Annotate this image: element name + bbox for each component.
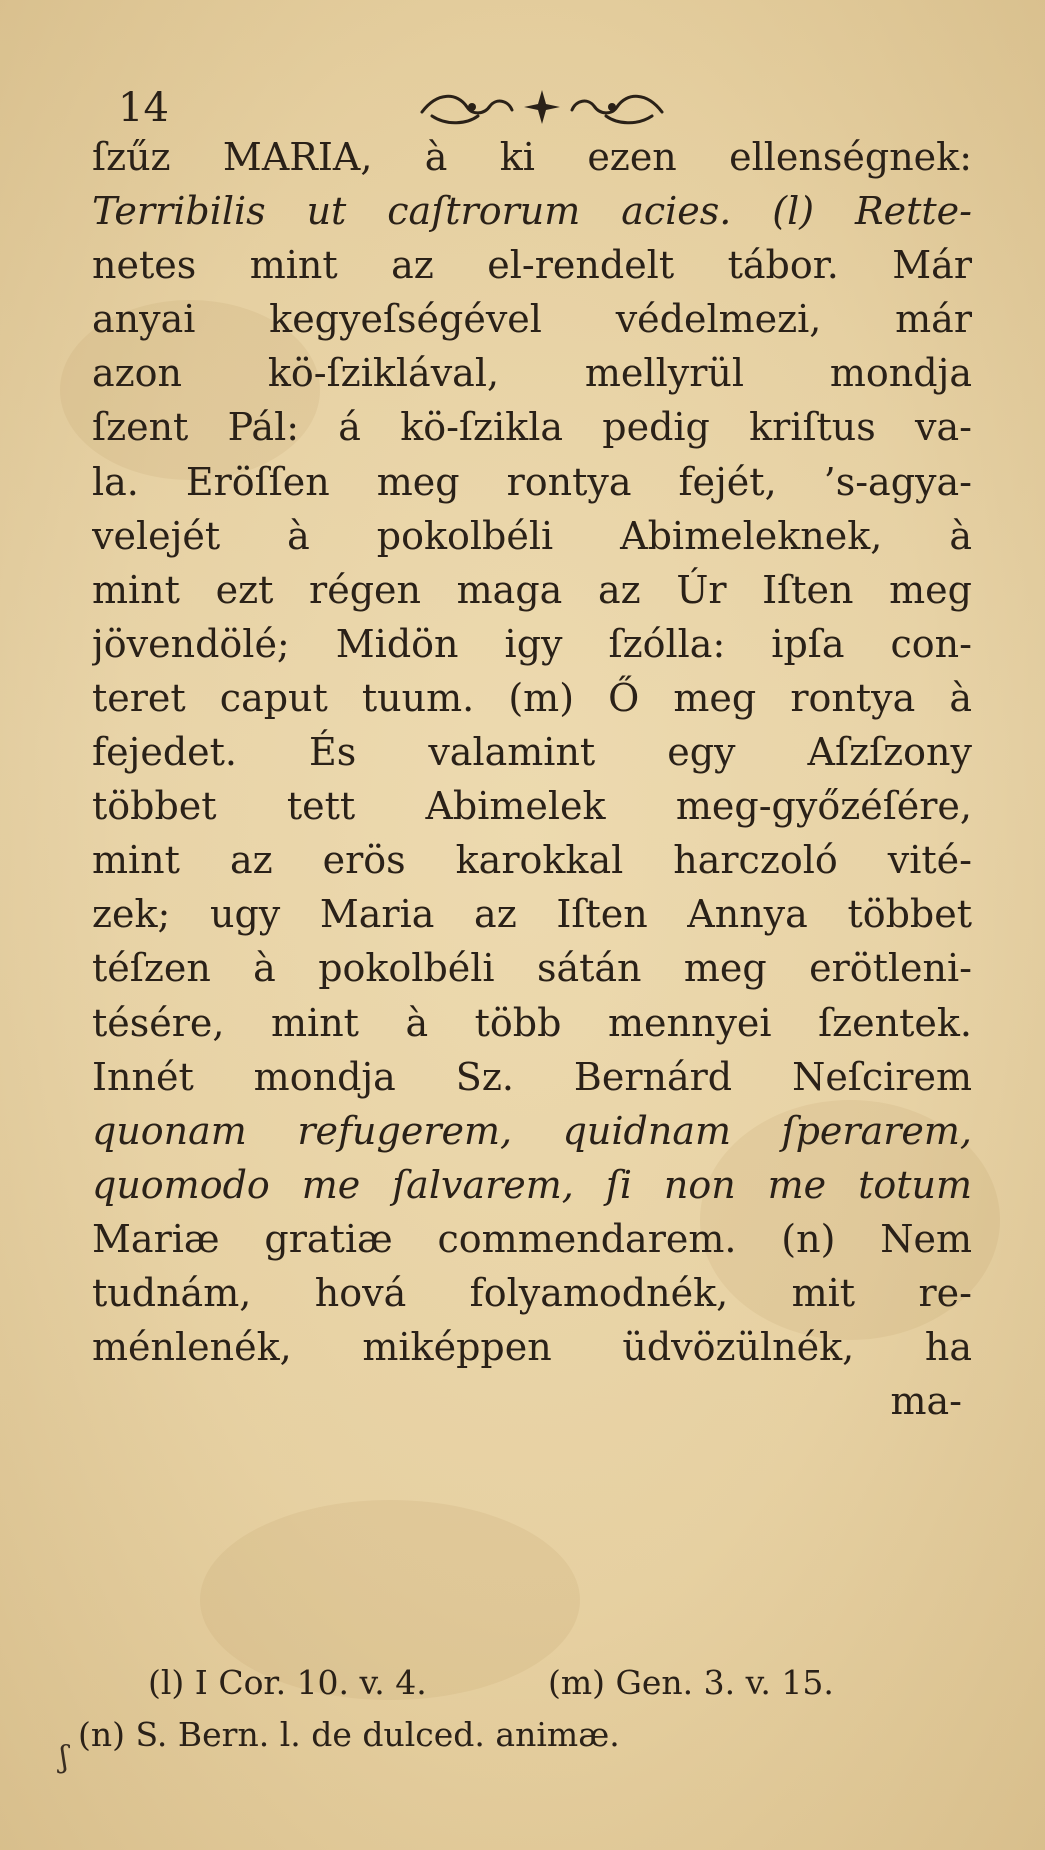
- text-line: quomodo me ſalvarem, ſi non me totum: [92, 1162, 972, 1207]
- text-line: Mariæ gratiæ commendarem. (n) Nem: [92, 1216, 972, 1261]
- text-line: mint az erös karokkal harczoló vité-: [92, 838, 972, 883]
- catchword: ma-: [890, 1379, 962, 1424]
- text-line: quonam refugerem, quidnam ſperarem,: [92, 1108, 972, 1153]
- ink-mark-icon: ʃ: [60, 1740, 69, 1775]
- text-line: teret caput tuum. (m) Ő meg rontya à: [92, 675, 972, 720]
- text-line: ſzent Pál: á kö-ſzikla pedig kriſtus va-: [92, 405, 972, 450]
- text-line: tésére, mint à több mennyei ſzentek.: [92, 1000, 972, 1045]
- text-line: azon kö-ſziklával, mellyrül mondja: [92, 351, 972, 396]
- text-line: zek; ugy Maria az Iſten Annya többet: [92, 892, 972, 937]
- text-line: la. Eröſſen meg rontya fejét, ’s-agya-: [92, 459, 972, 504]
- text-line: velejét à pokolbéli Abimeleknek, à: [92, 513, 972, 558]
- fleuron-ornament-icon: [412, 82, 672, 132]
- text-line: jövendölé; Midön igy ſzólla: ipſa con-: [92, 621, 972, 666]
- text-line: fejedet. És valamint egy Aſzſzony: [92, 730, 972, 775]
- main-text: [92, 130, 972, 1428]
- text-line: tudnám, hová folyamodnék, mit re-: [92, 1270, 972, 1315]
- text-line: Terribilis ut caſtrorum acies. (l) Rette-: [92, 189, 972, 234]
- footnote-l: (l) I Cor. 10. v. 4.: [148, 1663, 427, 1702]
- text-line: téſzen à pokolbéli sátán meg erötleni-: [92, 946, 972, 991]
- text-line: Innét mondja Sz. Bernárd Neſcirem: [92, 1054, 972, 1099]
- text-line: ménlenék, miképpen üdvözülnék, ha: [92, 1325, 972, 1370]
- text-line: mint ezt régen maga az Úr Iſten meg: [92, 567, 972, 612]
- footnote-n: (n) S. Bern. l. de dulced. animæ.: [78, 1715, 620, 1754]
- text-line: ſzűz MARIA, à ki ezen ellenségnek:: [92, 135, 972, 179]
- footnote-m: (m) Gen. 3. v. 15.: [548, 1663, 834, 1702]
- text-line: netes mint az el-rendelt tábor. Már: [92, 243, 972, 288]
- page-number: 14: [118, 85, 169, 131]
- text-line: többet tett Abimelek meg-győzéſére,: [92, 784, 972, 829]
- text-line: anyai kegyeſségével védelmezi, már: [92, 297, 972, 342]
